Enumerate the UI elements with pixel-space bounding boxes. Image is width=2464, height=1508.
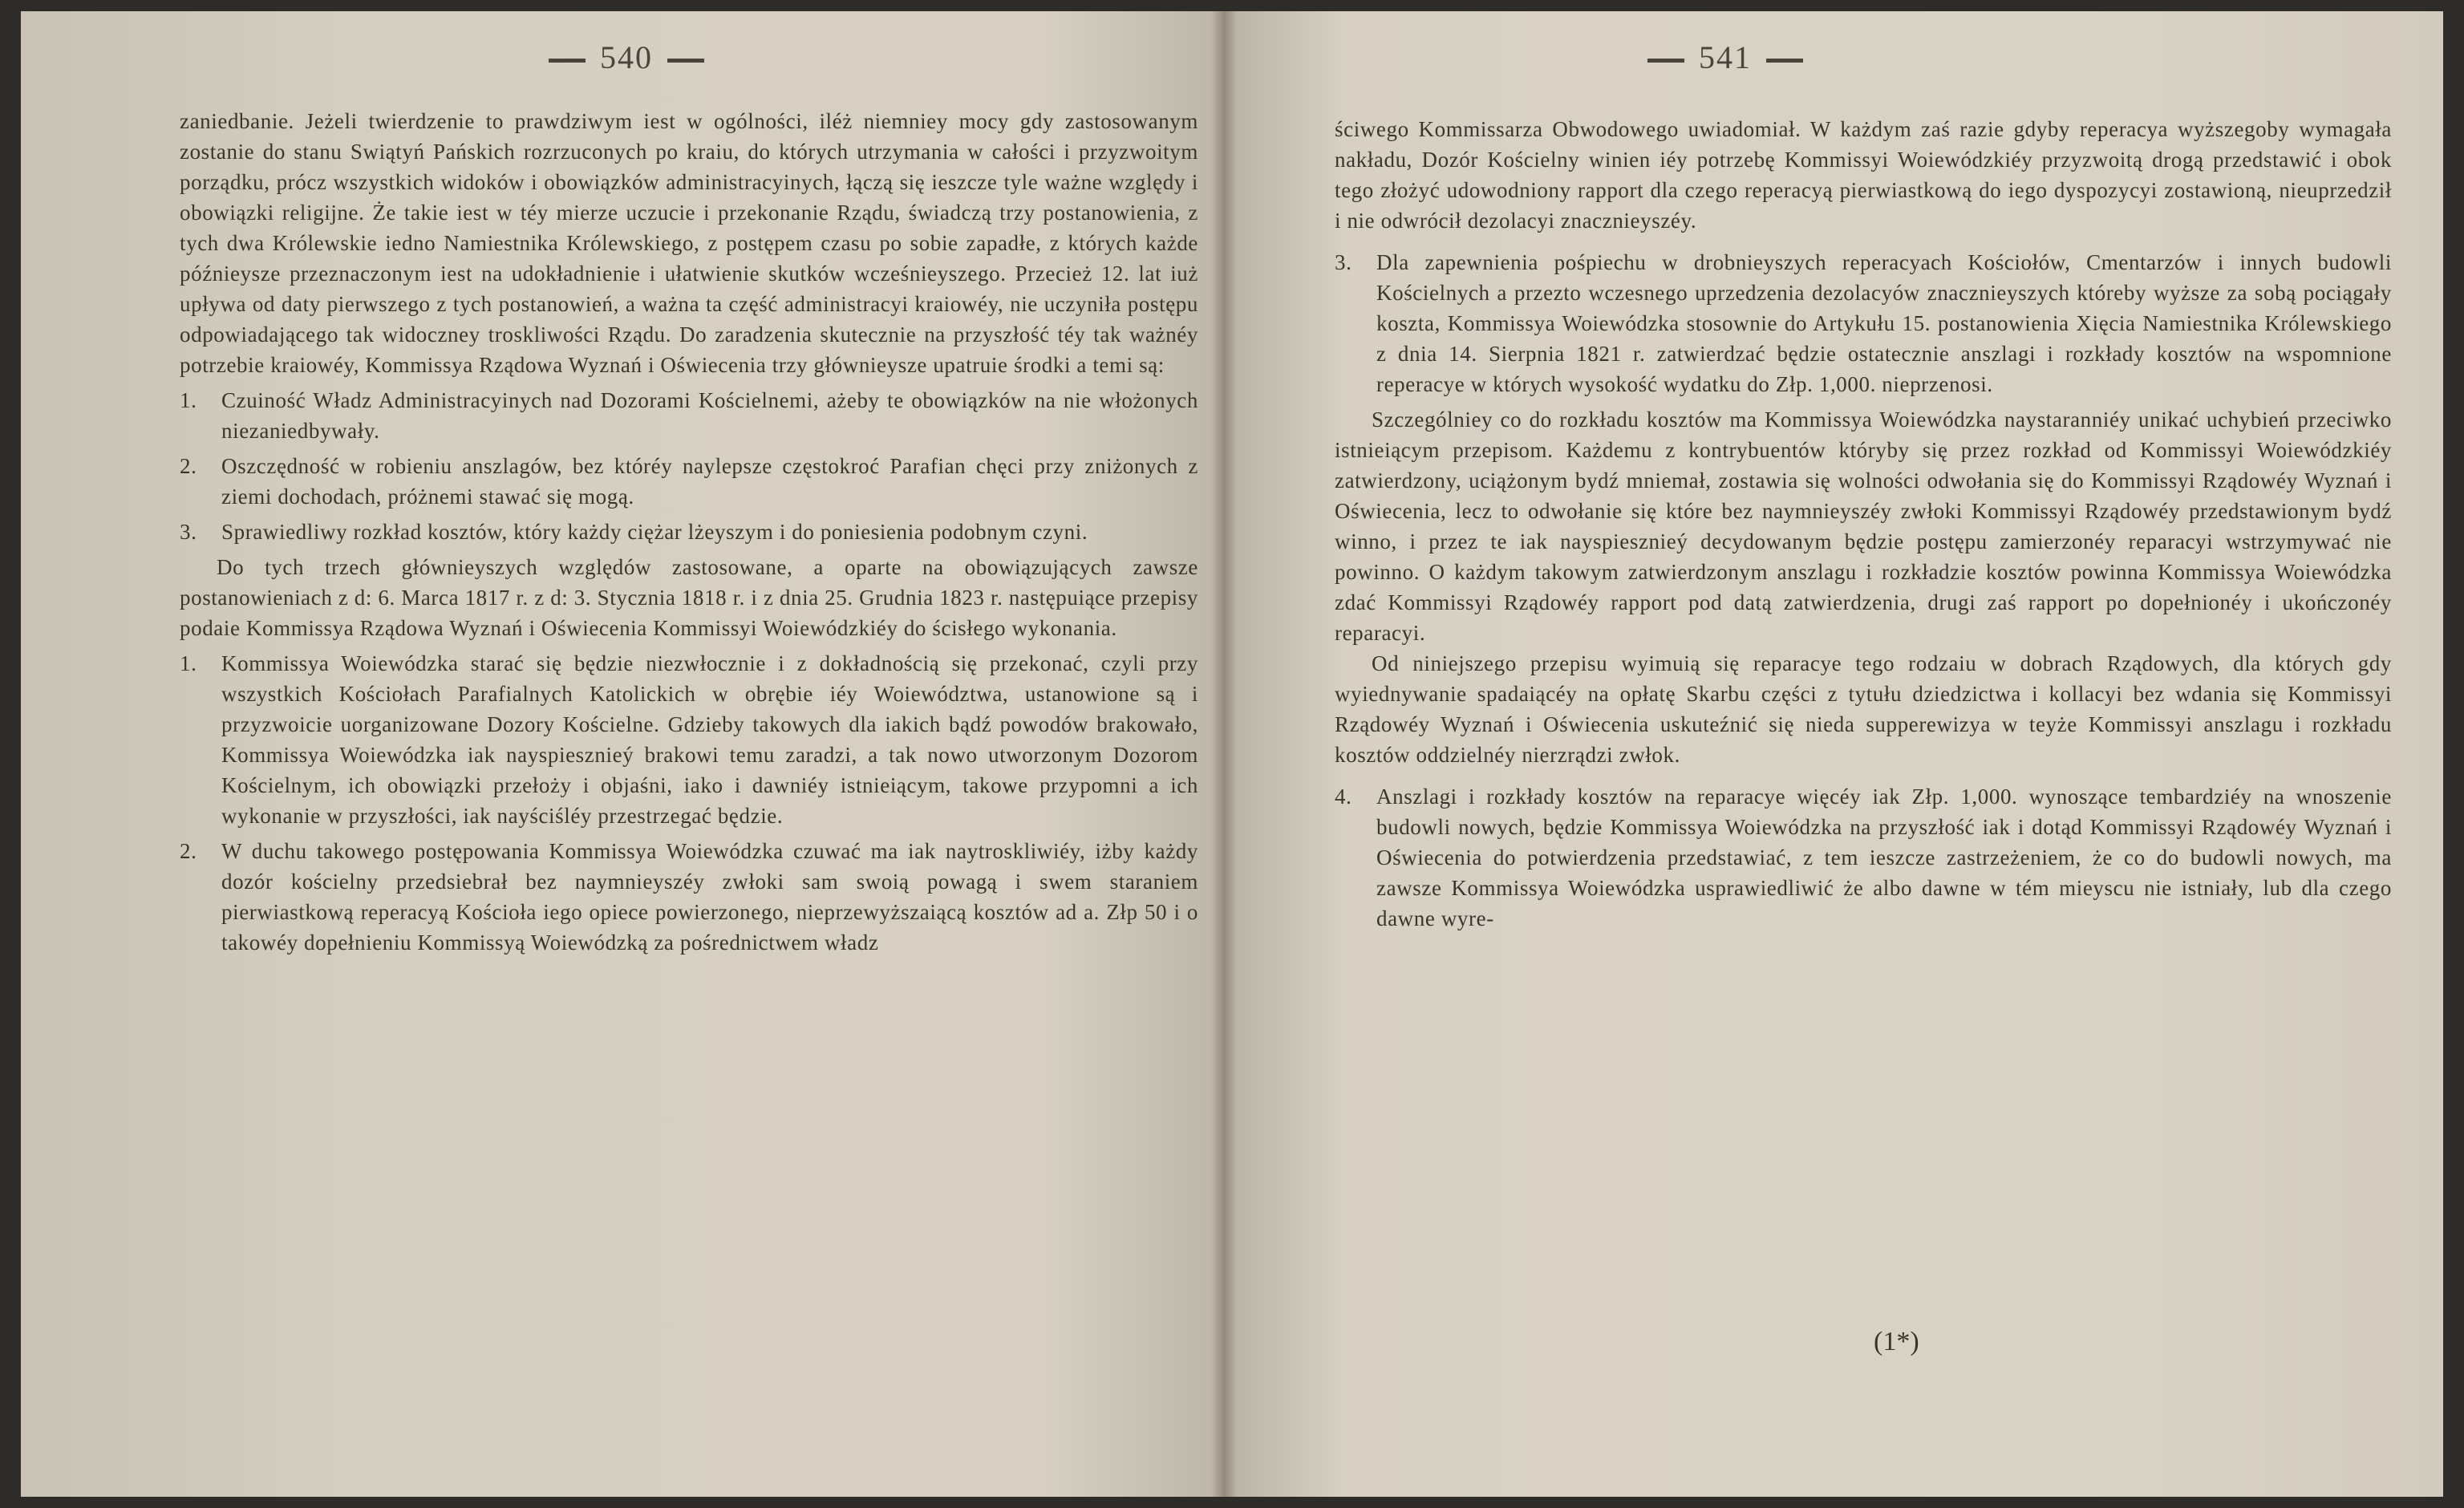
list-item (180, 451, 1198, 512)
list-number: 2. (180, 839, 197, 863)
body-paragraph: Szczególniey co do rozkładu kosztów ma Kommissya Woiewódzka naystaranniéy unikać uchybień przeciwko istnieiącym przepisom. Każdemu z kontrybuentów któryby się przez rozkład od Kommissyi Woiewódzkiéy zatwierdzony, uciążonym bydź mniemał, zostawia się wolności odwołania się do Kommissyi Rządowéy Wyznań i Oświecenia, lecz to odwołanie się które bez naymnieyszéy zwłoki Kommissyi Rządowéy przedstawionym bydź winno, i przez te iak nayspiesznieý decydowanym będzie postępu zamierzonéy reparacyi wstrzymywać nie powinno. O każdym takowym zatwierdzonym anszlagu i rozkładzie kosztów powinna Kommissya Woiewódzka zdać Kommissyi Rządowéy rapport pod datą zatwierdzenia, drugi zaś rapport po dopełnionéy i ukończonéy reparacyi. (1335, 407, 2392, 645)
signature-mark: (1*) (1874, 1327, 1919, 1356)
left-page-text (180, 106, 1198, 963)
list-item (180, 385, 1198, 446)
list-text: Kommissya Woiewódzka starać się będzie niezwłocznie i z dokładnością się przekonać, czyli przy wszystkich Kościołach Parafialnych Katolickich w obrębie iéy Woiewództwa, ustanowione są i przyzwoicie uorganizowane Dozory Kościelne. Gdzieby takowych dla iakich bądź powodów brakowało, Kommissya Woiewódzka iak nayspiesznieý brakowi temu zaradzi, a tak nowo utworzonym Dozorom Kościelnym, ich obowiązki przełoży i objaśni, iako i dawniéy istnieiącym, takowe przypomni a ich wykonanie w przyszłości, iak nayściśléy przestrzegać będzie. (221, 651, 1198, 828)
intro-paragraph: zaniedbanie. Jeżeli twierdzenie to prawdziwym iest w ogólności, iléż niemniey mocy gdy zastosowanym zostanie do stanu Swiątyń Pańskich rozrzuconych po kraiu, do których utrzymania w całości i przyzwoitym porządku, prócz wszystkich widoków i obowiązków administracyinych, łączą się ieszcze tyle ważne względy i obowiązki religijne. Że takie iest w téy mierze uczucie i przekonanie Rządu, świadczą trzy postanowienia, z tych dwa Królewskie iedno Namiestnika Królewskiego, z postępem czasu po sobie zapadłe, z których każde późnieysze przeznaczonym iest na udokładnienie i ułatwienie skutków wcześnieyszego. Przecież 12. lat iuż upływa od daty pierwszego z tych postanowień, a ważna ta część administracyi kraiowéy, nie uczyniła postępu odpowiadającego tak widoczney troskliwości Rządu. Do zaradzenia skutecznie na przyszłość téy tak ważnéy potrzebie kraiowéy, Kommissya Rządowa Wyznań i Oświecenia trzy głównieysze upatruie środki a temi są: (180, 109, 1198, 377)
body-paragraph: Od niniejszego przepisu wyimuią się reparacye tego rodzaiu w dobrach Rządowych, dla których gdy wyiednywanie spadaiącéy na opłatę Skarbu części z tytułu dziedzictwa i kollacyi bez wdania się Kommissyi Rządowéy Wyznań i Oświecenia uskuteźnić się nieda supperewizya w teyże Kommissyi anszlagu i rozkładu kosztów oddzielnéy nierzrądzi zwłok. (1335, 651, 2392, 767)
list-number: 1. (180, 651, 197, 675)
right-page-header (1633, 39, 1818, 76)
list-number: 3. (1335, 250, 1352, 274)
list-item (1335, 247, 2392, 399)
mid-paragraph: Do tych trzech głównieyszych względów zastosowane, a oparte na obowiązujących zawsze postanowieniach z d: 6. Marca 1817 r. z d: 3. Stycznia 1818 r. i z dnia 25. Grudnia 1823 r. następuiące przepisy podaie Kommissya Rządowa Wyznań i Oświecenia Kommissyi Woiewódzkiéy do ścisłego wykonania. (180, 555, 1198, 640)
left-page (21, 11, 1224, 1497)
list-number: 3. (180, 520, 197, 544)
left-page-number: 540 (600, 39, 653, 75)
list-text: Dla zapewnienia pośpiechu w drobnieyszych reperacyach Kościołów, Cmentarzów i innych budowli Kościelnych a przezto wczesnego uprzedzenia dezolacyów znacznieyszych któreby wyższe za sobą pociągały koszta, Kommissya Woiewódzka stosownie do Artykułu 15. postanowienia Xięcia Namiestnika Królewskiego z dnia 14. Sierpnia 1821 r. zatwierdzać będzie ostatecznie anszlagi i rozkłady kosztów na wspomnione reperacye w których wysokość wydatku do Złp. 1,000. nieprzenosi. (1376, 250, 2392, 396)
opening-paragraph: ściwego Kommissarza Obwodowego uwiadomiał. W każdym zaś razie gdyby reperacya wyższegoby wymagała nakładu, Dozór Kościelny winien iéy potrzebę Kommissyi Woiewódzkiéy przyzwoitą drogą przedstawić i obok tego złożyć udowodniony rapport dla czego reperacyą pierwiastkową do iego dyspozycyi zostawioną, nieuprzedził i nie odwrócił dezolacyi znacznieyszéy. (1335, 117, 2392, 233)
list-text: Czuiność Władz Administracyinych nad Dozorami Kościelnemi, ażeby te obowiązków na nie włożonych niezaniedbywały. (221, 388, 1198, 443)
list-item (180, 836, 1198, 958)
list-number: 2. (180, 454, 197, 478)
list-text: Anszlagi i rozkłady kosztów na reparacye więcéy iak Złp. 1,000. wynoszące tembardziéy na wnoszenie budowli nowych, będzie Kommissya Woiewódzka na przyszłość iak i dotąd Kommissyi Rządowéy Wyznań i Oświecenia do potwierdzenia przedstawiać, z tem ieszcze zastrzeżeniem, że co do budowli nowych, ma zawsze Kommissya Woiewódzka usprawiedliwić że albo dawne w tém mieyscu nie istniały, lub dla czego dawne wyre- (1376, 784, 2392, 930)
header-dash (667, 59, 704, 63)
list-item (1335, 781, 2392, 934)
list-item (180, 648, 1198, 831)
list-text: W duchu takowego postępowania Kommissya Woiewódzka czuwać ma iak naytroskliwiéy, iżby każdy dozór kościelny przedsiebrał bez naymnieyszéy zwłoki sam swoią powagą i swem staraniem pierwiastkową reperacyą Kościoła iego opiece powierzonego, nieprzewyższaiącą kosztów ad a. Złp 50 i o takowéy dopełnieniu Kommissyą Woiewódzką za pośrednictwem władz (221, 839, 1198, 955)
list-number: 1. (180, 388, 197, 412)
list-text: Oszczędność w robieniu anszlagów, bez któréy naylepsze częstokroć Parafian chęci przy zniżonych z ziemi dochodach, próżnemi stawać się mogą. (221, 454, 1198, 509)
header-dash (1766, 59, 1803, 63)
list-number: 4. (1335, 784, 1352, 809)
right-page-text (1335, 114, 2392, 938)
list-item (180, 517, 1198, 547)
book-spread (21, 11, 2443, 1497)
right-page (1224, 11, 2443, 1497)
list-text: Sprawiedliwy rozkład kosztów, który każdy ciężar lżeyszym i do poniesienia podobnym czyni. (221, 520, 1088, 544)
right-page-number: 541 (1699, 39, 1752, 75)
header-dash (549, 59, 586, 63)
header-dash (1647, 59, 1684, 63)
book-gutter (1211, 11, 1237, 1497)
left-page-header (534, 39, 719, 76)
